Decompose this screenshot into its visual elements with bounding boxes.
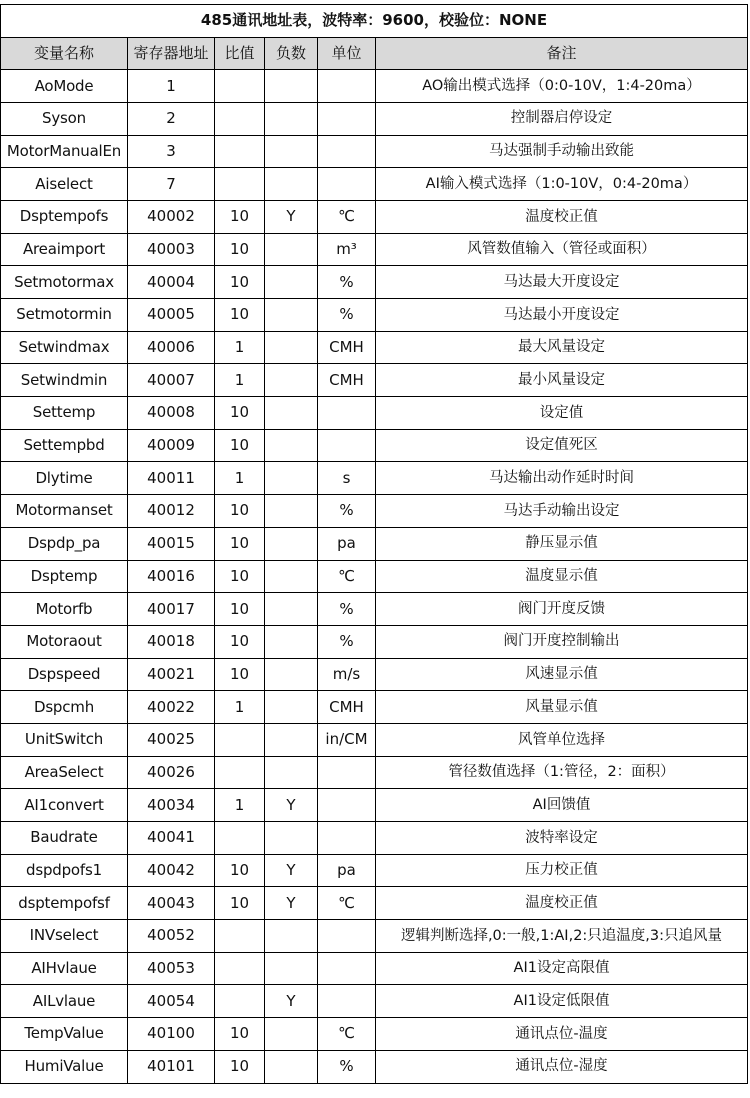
- cell-ratio: 10: [215, 527, 265, 560]
- cell-ratio: [215, 135, 265, 168]
- cell-register-address: 40021: [128, 658, 215, 691]
- cell-register-address: 40022: [128, 691, 215, 724]
- cell-note: 马达最大开度设定: [376, 266, 748, 299]
- cell-variable-name: Areaimport: [1, 233, 128, 266]
- cell-register-address: 40003: [128, 233, 215, 266]
- cell-ratio: 1: [215, 331, 265, 364]
- cell-unit: pa: [318, 854, 376, 887]
- cell-unit: ℃: [318, 1018, 376, 1051]
- cell-variable-name: MotorManualEn: [1, 135, 128, 168]
- cell-ratio: [215, 723, 265, 756]
- cell-note: 逻辑判断选择,0:一般,1:AI,2:只追温度,3:只追风量: [376, 920, 748, 953]
- table-body: [1, 70, 748, 1083]
- cell-unit: pa: [318, 527, 376, 560]
- cell-variable-name: AoMode: [1, 70, 128, 103]
- table-row: [1, 822, 748, 855]
- cell-ratio: [215, 168, 265, 201]
- cell-register-address: 2: [128, 102, 215, 135]
- cell-register-address: 40101: [128, 1050, 215, 1083]
- cell-ratio: [215, 822, 265, 855]
- cell-negative: Y: [265, 887, 318, 920]
- cell-note: 温度校正值: [376, 200, 748, 233]
- cell-note: 压力校正值: [376, 854, 748, 887]
- cell-ratio: [215, 985, 265, 1018]
- cell-variable-name: Setwindmin: [1, 364, 128, 397]
- cell-note: AI1设定低限值: [376, 985, 748, 1018]
- cell-unit: [318, 429, 376, 462]
- cell-negative: [265, 364, 318, 397]
- cell-negative: [265, 756, 318, 789]
- cell-negative: [265, 102, 318, 135]
- cell-unit: %: [318, 266, 376, 299]
- cell-variable-name: Setmotormin: [1, 299, 128, 332]
- cell-note: 静压显示值: [376, 527, 748, 560]
- table-row: [1, 789, 748, 822]
- cell-ratio: 10: [215, 625, 265, 658]
- cell-note: 最小风量设定: [376, 364, 748, 397]
- cell-register-address: 40026: [128, 756, 215, 789]
- cell-variable-name: INVselect: [1, 920, 128, 953]
- table-row: [1, 397, 748, 430]
- cell-register-address: 40017: [128, 593, 215, 626]
- cell-register-address: 40043: [128, 887, 215, 920]
- cell-note: 通讯点位-温度: [376, 1018, 748, 1051]
- cell-unit: ℃: [318, 887, 376, 920]
- cell-variable-name: AreaSelect: [1, 756, 128, 789]
- cell-negative: [265, 429, 318, 462]
- cell-unit: in/CM: [318, 723, 376, 756]
- cell-register-address: 40004: [128, 266, 215, 299]
- cell-unit: [318, 102, 376, 135]
- table-row: [1, 854, 748, 887]
- table-row: [1, 593, 748, 626]
- cell-register-address: 40007: [128, 364, 215, 397]
- cell-note: 阀门开度控制输出: [376, 625, 748, 658]
- cell-register-address: 40016: [128, 560, 215, 593]
- cell-variable-name: AIHvlaue: [1, 952, 128, 985]
- cell-ratio: 1: [215, 789, 265, 822]
- cell-unit: %: [318, 1050, 376, 1083]
- table-row: [1, 952, 748, 985]
- cell-variable-name: AI1convert: [1, 789, 128, 822]
- cell-register-address: 40012: [128, 495, 215, 528]
- header-negative: 负数: [265, 37, 318, 70]
- cell-unit: [318, 70, 376, 103]
- cell-negative: Y: [265, 200, 318, 233]
- cell-register-address: 7: [128, 168, 215, 201]
- header-variable-name: 变量名称: [1, 37, 128, 70]
- table-row: [1, 887, 748, 920]
- cell-negative: [265, 168, 318, 201]
- cell-note: AI回馈值: [376, 789, 748, 822]
- cell-note: 设定值: [376, 397, 748, 430]
- cell-ratio: 10: [215, 233, 265, 266]
- cell-ratio: 10: [215, 299, 265, 332]
- cell-negative: [265, 1018, 318, 1051]
- cell-variable-name: Dsptempofs: [1, 200, 128, 233]
- table-row: [1, 233, 748, 266]
- cell-note: 风管数值输入（管径或面积）: [376, 233, 748, 266]
- cell-negative: [265, 822, 318, 855]
- cell-ratio: [215, 952, 265, 985]
- cell-note: 设定值死区: [376, 429, 748, 462]
- cell-variable-name: Dsptemp: [1, 560, 128, 593]
- cell-note: 风量显示值: [376, 691, 748, 724]
- cell-variable-name: Dspspeed: [1, 658, 128, 691]
- cell-variable-name: Dspdp_pa: [1, 527, 128, 560]
- cell-register-address: 3: [128, 135, 215, 168]
- cell-negative: [265, 952, 318, 985]
- cell-negative: Y: [265, 854, 318, 887]
- cell-note: AI1设定高限值: [376, 952, 748, 985]
- cell-unit: %: [318, 495, 376, 528]
- cell-register-address: 40015: [128, 527, 215, 560]
- table-row: [1, 658, 748, 691]
- cell-register-address: 40100: [128, 1018, 215, 1051]
- table-row: [1, 331, 748, 364]
- modbus-address-table-sheet: [0, 4, 748, 1084]
- cell-note: 马达最小开度设定: [376, 299, 748, 332]
- cell-ratio: 10: [215, 658, 265, 691]
- header-unit: 单位: [318, 37, 376, 70]
- table-row: [1, 1018, 748, 1051]
- cell-ratio: 10: [215, 397, 265, 430]
- cell-note: 风速显示值: [376, 658, 748, 691]
- cell-note: 控制器启停设定: [376, 102, 748, 135]
- cell-negative: [265, 495, 318, 528]
- cell-variable-name: UnitSwitch: [1, 723, 128, 756]
- cell-variable-name: Baudrate: [1, 822, 128, 855]
- modbus-address-table: [0, 4, 748, 1084]
- cell-unit: [318, 985, 376, 1018]
- cell-unit: [318, 135, 376, 168]
- table-row: [1, 756, 748, 789]
- cell-ratio: [215, 756, 265, 789]
- cell-unit: m³: [318, 233, 376, 266]
- table-row: [1, 560, 748, 593]
- cell-ratio: 10: [215, 1050, 265, 1083]
- cell-variable-name: Dlytime: [1, 462, 128, 495]
- cell-variable-name: Motorfb: [1, 593, 128, 626]
- table-row: [1, 625, 748, 658]
- cell-unit: s: [318, 462, 376, 495]
- cell-unit: CMH: [318, 364, 376, 397]
- cell-ratio: [215, 920, 265, 953]
- table-row: [1, 429, 748, 462]
- cell-unit: CMH: [318, 331, 376, 364]
- cell-ratio: 10: [215, 200, 265, 233]
- table-row: [1, 70, 748, 103]
- cell-variable-name: Aiselect: [1, 168, 128, 201]
- table-row: [1, 135, 748, 168]
- cell-ratio: 10: [215, 593, 265, 626]
- cell-note: 马达强制手动输出致能: [376, 135, 748, 168]
- cell-unit: %: [318, 625, 376, 658]
- cell-variable-name: Setwindmax: [1, 331, 128, 364]
- cell-negative: [265, 299, 318, 332]
- cell-negative: [265, 266, 318, 299]
- cell-register-address: 40052: [128, 920, 215, 953]
- cell-note: 温度校正值: [376, 887, 748, 920]
- table-row: [1, 495, 748, 528]
- cell-negative: Y: [265, 789, 318, 822]
- cell-negative: [265, 135, 318, 168]
- cell-register-address: 40009: [128, 429, 215, 462]
- cell-register-address: 40054: [128, 985, 215, 1018]
- cell-unit: %: [318, 299, 376, 332]
- cell-note: 风管单位选择: [376, 723, 748, 756]
- cell-note: AO输出模式选择（0:0-10V，1:4-20ma）: [376, 70, 748, 103]
- cell-register-address: 1: [128, 70, 215, 103]
- table-title: 485通讯地址表，波特率：9600，校验位：NONE: [1, 5, 748, 38]
- table-row: [1, 1050, 748, 1083]
- cell-unit: [318, 920, 376, 953]
- cell-register-address: 40002: [128, 200, 215, 233]
- cell-unit: [318, 952, 376, 985]
- header-register-address: 寄存器地址: [128, 37, 215, 70]
- cell-ratio: 10: [215, 887, 265, 920]
- cell-note: 马达手动输出设定: [376, 495, 748, 528]
- cell-negative: [265, 658, 318, 691]
- cell-variable-name: Syson: [1, 102, 128, 135]
- cell-variable-name: Motormanset: [1, 495, 128, 528]
- cell-negative: [265, 397, 318, 430]
- header-ratio: 比值: [215, 37, 265, 70]
- cell-variable-name: dsptempofsf: [1, 887, 128, 920]
- cell-variable-name: TempValue: [1, 1018, 128, 1051]
- cell-note: 管径数值选择（1:管径，2：面积）: [376, 756, 748, 789]
- cell-unit: [318, 168, 376, 201]
- cell-ratio: 10: [215, 560, 265, 593]
- cell-note: 最大风量设定: [376, 331, 748, 364]
- cell-register-address: 40041: [128, 822, 215, 855]
- cell-ratio: 1: [215, 691, 265, 724]
- cell-negative: [265, 527, 318, 560]
- cell-note: 温度显示值: [376, 560, 748, 593]
- cell-variable-name: Settempbd: [1, 429, 128, 462]
- cell-register-address: 40008: [128, 397, 215, 430]
- cell-note: 波特率设定: [376, 822, 748, 855]
- cell-negative: [265, 560, 318, 593]
- table-row: [1, 527, 748, 560]
- table-row: [1, 723, 748, 756]
- cell-register-address: 40006: [128, 331, 215, 364]
- title-row: [1, 5, 748, 38]
- cell-negative: [265, 233, 318, 266]
- cell-negative: [265, 462, 318, 495]
- cell-variable-name: Settemp: [1, 397, 128, 430]
- cell-ratio: 10: [215, 854, 265, 887]
- cell-unit: [318, 397, 376, 430]
- cell-negative: [265, 593, 318, 626]
- cell-register-address: 40005: [128, 299, 215, 332]
- cell-register-address: 40025: [128, 723, 215, 756]
- table-row: [1, 266, 748, 299]
- cell-variable-name: AILvlaue: [1, 985, 128, 1018]
- table-row: [1, 299, 748, 332]
- cell-register-address: 40053: [128, 952, 215, 985]
- cell-note: 通讯点位-湿度: [376, 1050, 748, 1083]
- cell-register-address: 40042: [128, 854, 215, 887]
- cell-negative: [265, 70, 318, 103]
- cell-note: 马达输出动作延时时间: [376, 462, 748, 495]
- cell-unit: [318, 822, 376, 855]
- cell-unit: m/s: [318, 658, 376, 691]
- cell-variable-name: dspdpofs1: [1, 854, 128, 887]
- cell-negative: [265, 625, 318, 658]
- cell-register-address: 40034: [128, 789, 215, 822]
- cell-variable-name: Dspcmh: [1, 691, 128, 724]
- table-row: [1, 691, 748, 724]
- table-row: [1, 985, 748, 1018]
- cell-ratio: 1: [215, 462, 265, 495]
- table-row: [1, 200, 748, 233]
- table-row: [1, 920, 748, 953]
- cell-ratio: 1: [215, 364, 265, 397]
- cell-ratio: 10: [215, 266, 265, 299]
- table-row: [1, 462, 748, 495]
- cell-unit: [318, 756, 376, 789]
- table-row: [1, 364, 748, 397]
- cell-variable-name: Motoraout: [1, 625, 128, 658]
- cell-ratio: 10: [215, 1018, 265, 1051]
- cell-unit: CMH: [318, 691, 376, 724]
- cell-variable-name: Setmotormax: [1, 266, 128, 299]
- cell-negative: [265, 920, 318, 953]
- table-row: [1, 102, 748, 135]
- cell-note: 阀门开度反馈: [376, 593, 748, 626]
- cell-unit: ℃: [318, 560, 376, 593]
- cell-register-address: 40018: [128, 625, 215, 658]
- cell-unit: %: [318, 593, 376, 626]
- header-note: 备注: [376, 37, 748, 70]
- cell-negative: [265, 691, 318, 724]
- cell-ratio: 10: [215, 495, 265, 528]
- table-row: [1, 168, 748, 201]
- cell-variable-name: HumiValue: [1, 1050, 128, 1083]
- cell-negative: [265, 723, 318, 756]
- cell-negative: Y: [265, 985, 318, 1018]
- cell-note: AI输入模式选择（1:0-10V，0:4-20ma）: [376, 168, 748, 201]
- cell-negative: [265, 331, 318, 364]
- cell-negative: [265, 1050, 318, 1083]
- cell-unit: ℃: [318, 200, 376, 233]
- cell-ratio: 10: [215, 429, 265, 462]
- cell-ratio: [215, 102, 265, 135]
- cell-ratio: [215, 70, 265, 103]
- cell-unit: [318, 789, 376, 822]
- cell-register-address: 40011: [128, 462, 215, 495]
- header-row: [1, 37, 748, 70]
